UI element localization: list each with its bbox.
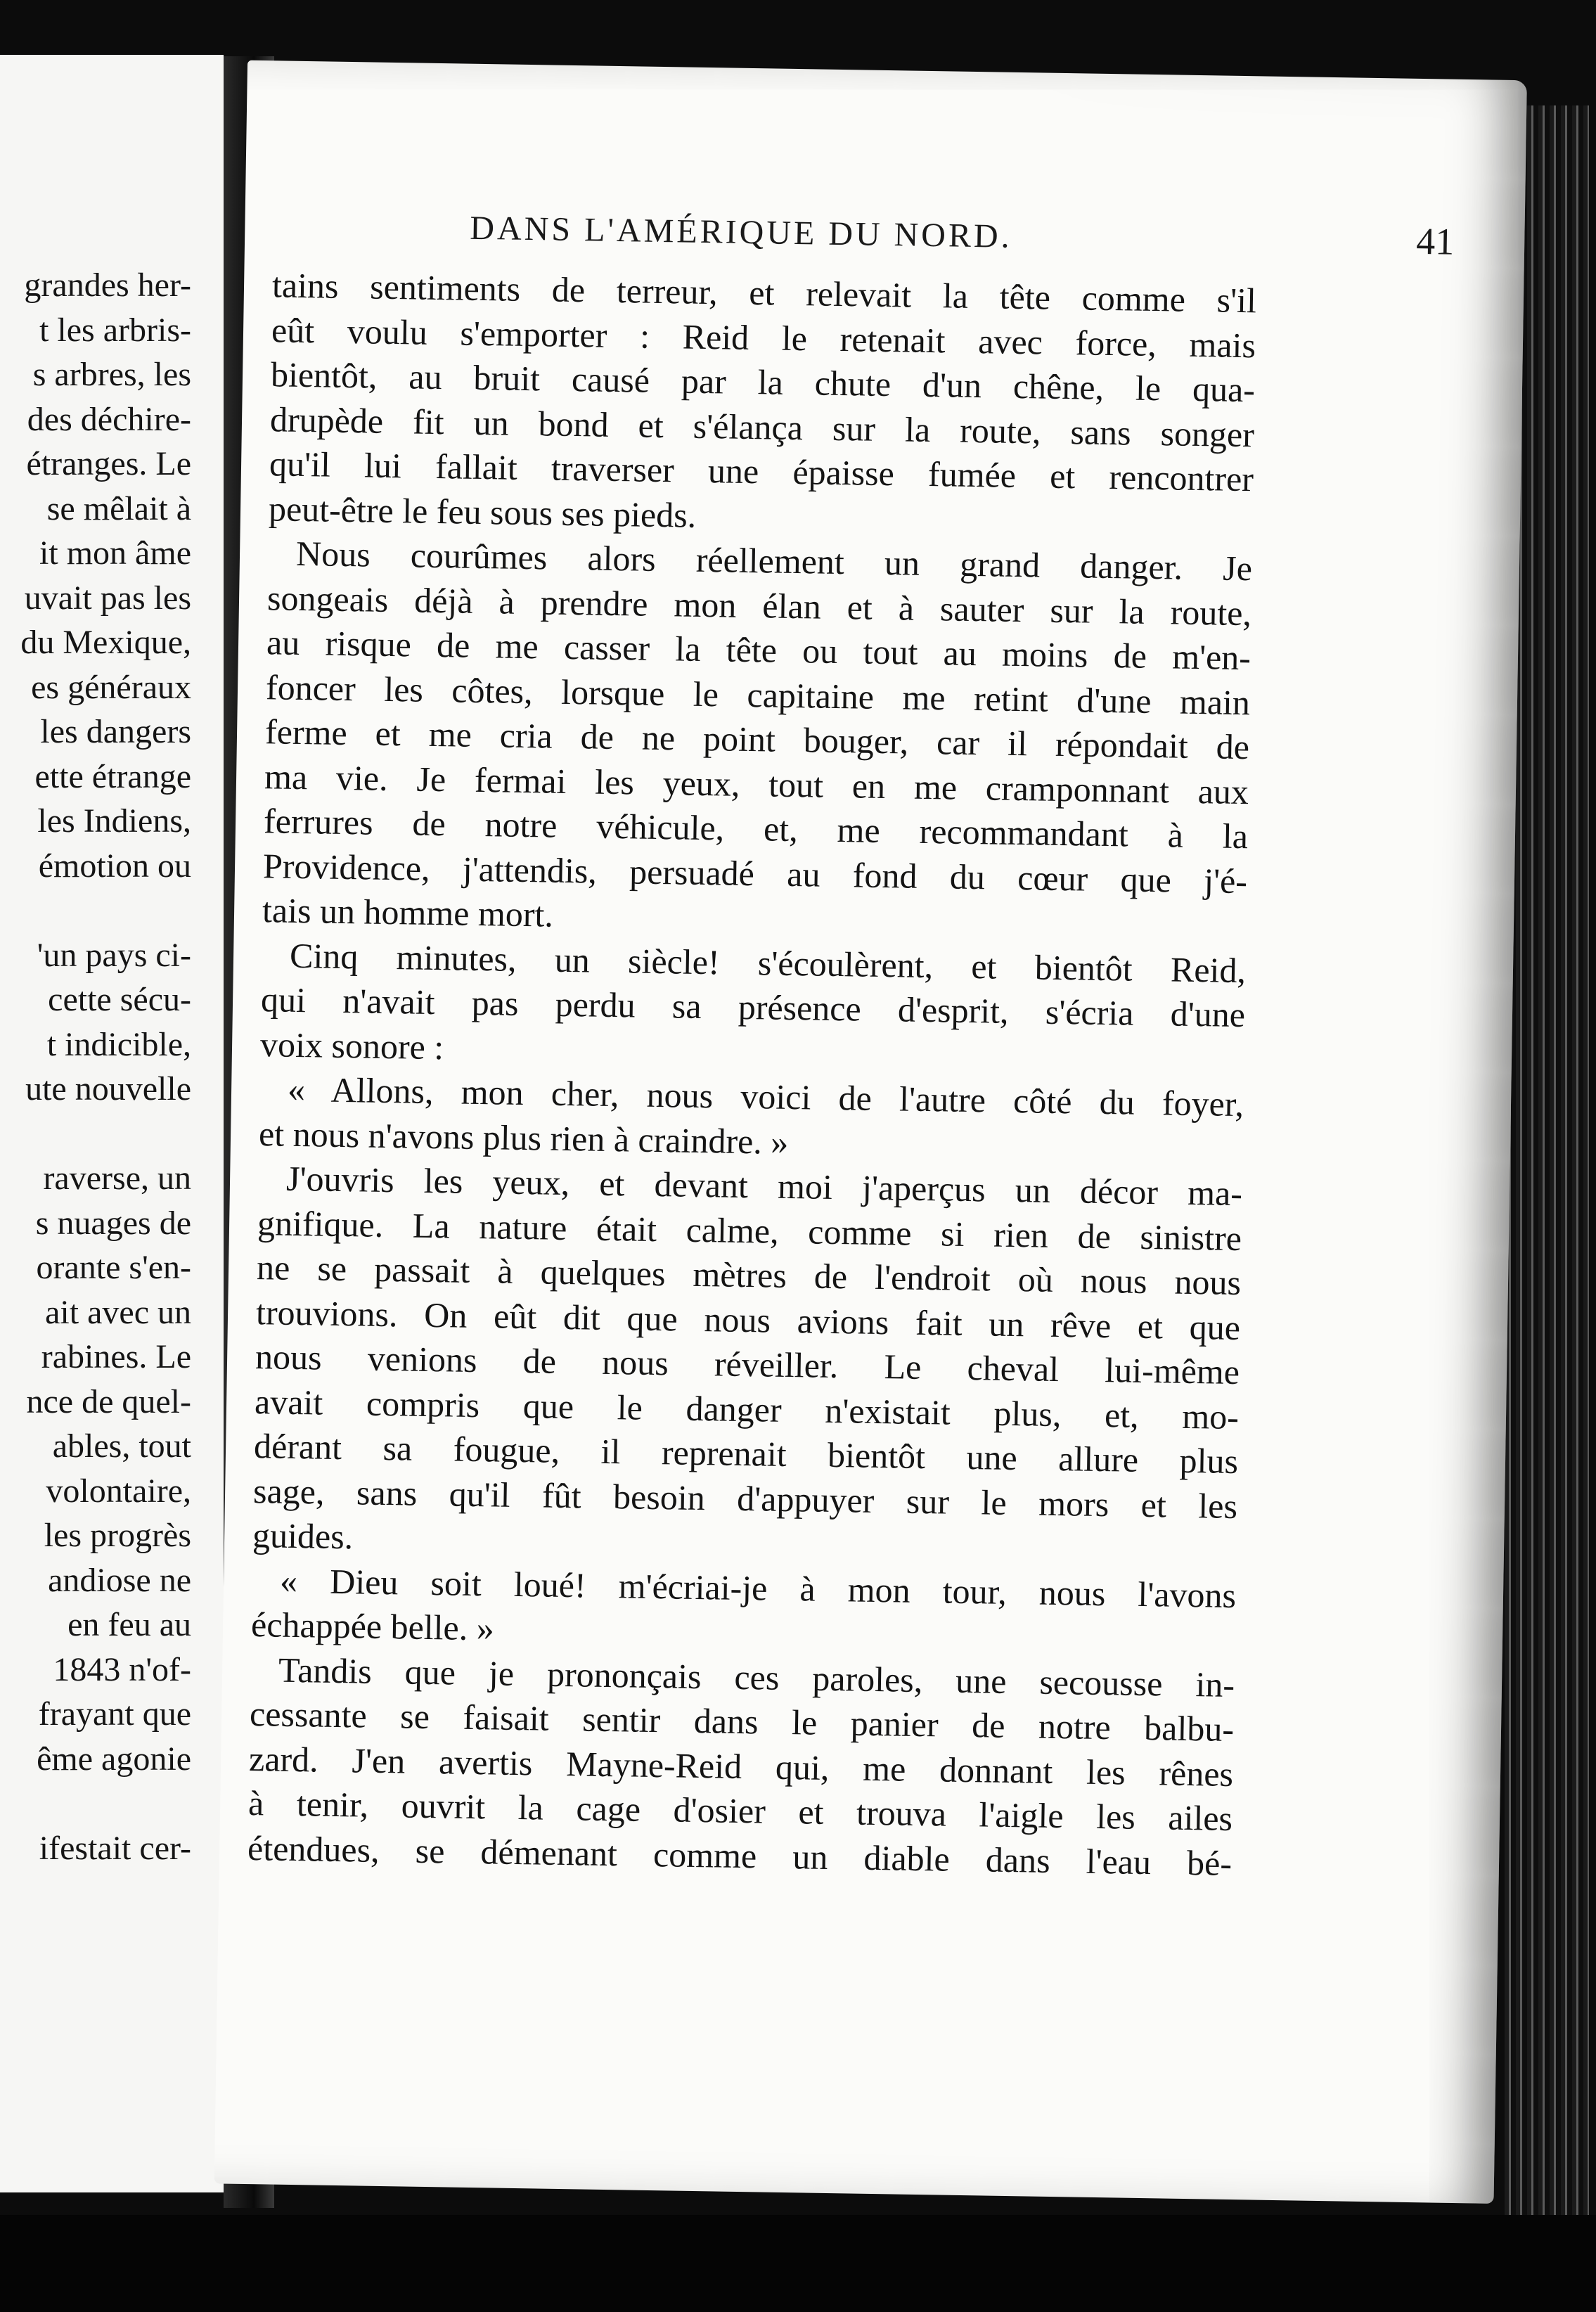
text-line: voix sonore :: [259, 1024, 444, 1067]
text-line: ma vie. Je fermai les yeux, tout en me cramponnant aux: [264, 756, 1249, 811]
text-line: avait compris que le danger n'existait plus, et, mo-: [254, 1381, 1240, 1437]
text-line: Providence, j'attendis, persuadé au fond du cœur que j'é-: [262, 845, 1248, 901]
left-page-line: émotion ou: [38, 847, 191, 885]
left-page-line: 1843 n'of-: [53, 1650, 191, 1688]
running-head: [470, 205, 1455, 264]
running-title: DANS L'AMÉRIQUE DU NORD.: [469, 209, 1013, 255]
text-line: sage, sans qu'il fût besoin d'appuyer sur le mors et les: [252, 1470, 1238, 1526]
text-line: qui n'avait pas perdu sa présence d'esprit, s'écria d'une: [260, 980, 1246, 1035]
text-line: « Dieu soit loué! m'écriai-je à mon tour, nous l'avons: [279, 1560, 1237, 1615]
left-page-line: grandes her-: [24, 266, 191, 304]
left-page-line: t indicible,: [46, 1025, 191, 1063]
text-line: au risque de me casser la tête ou tout au moins de m'en-: [266, 622, 1251, 678]
left-page-line: es généraux: [31, 668, 191, 706]
left-page-line: des déchire-: [27, 400, 191, 438]
text-line: tains sentiments de terreur, et relevait la tête comme s'il: [271, 265, 1257, 321]
left-page-fragment: [0, 55, 224, 2192]
text-line: ne se passait à quelques mètres de l'endroit où nous nous: [256, 1247, 1242, 1303]
text-line: eût voulu s'emporter : Reid le retenait avec force, mais: [271, 309, 1256, 365]
left-page-line: nce de quel-: [26, 1382, 191, 1420]
left-page-line: raverse, un: [43, 1160, 191, 1197]
text-line: à tenir, ouvrit la cage d'osier et trouva l'aigle les ailes: [247, 1783, 1233, 1839]
text-line: J'ouvris les yeux, et devant moi j'aperçus un décor ma-: [285, 1158, 1243, 1214]
text-line: Nous courûmes alors réellement un grand danger. Je: [295, 533, 1253, 589]
text-line: qu'il lui fallait traverser une épaisse fumée et rencontrer: [269, 444, 1254, 499]
left-page-line: andiose ne: [48, 1561, 191, 1599]
left-page-line: du Mexique,: [20, 624, 191, 661]
text-line: ferme et me cria de ne point bouger, car il répondait de: [264, 712, 1250, 767]
text-line: trouvions. On eût dit que nous avions fait un rêve et que: [255, 1292, 1241, 1347]
left-page-line: ait avec un: [45, 1293, 191, 1331]
left-page-line: cette sécu-: [48, 981, 191, 1018]
text-line: ferrures de notre véhicule, et, me recommandant à la: [263, 801, 1249, 856]
left-page-line: ette étrange: [34, 757, 191, 795]
text-line: gnifique. La nature était calme, comme si rien de sinistre: [257, 1202, 1242, 1258]
text-line: étendues, se démenant comme un diable dans l'eau bé-: [247, 1828, 1233, 1883]
text-line: bientôt, au bruit causé par la chute d'un chêne, le qua-: [270, 354, 1256, 410]
text-line: songeais déjà à prendre mon élan et à sauter sur la route,: [266, 577, 1252, 633]
left-page-line: s arbres, les: [32, 356, 191, 393]
left-page-line: uvait pas les: [24, 579, 191, 617]
left-page-line: volontaire,: [46, 1472, 191, 1510]
text-line: Tandis que je prononçais ces paroles, une secousse in-: [278, 1650, 1235, 1704]
text-line: échappée belle. »: [250, 1605, 495, 1648]
text-line: tais un homme mort.: [262, 890, 554, 935]
left-page-line: les Indiens,: [37, 802, 191, 840]
left-page-line: t les arbris-: [39, 311, 191, 349]
body-text: [247, 264, 1257, 1883]
left-page-line: it mon âme: [39, 534, 191, 572]
left-page-line: ifestait cer-: [39, 1829, 191, 1867]
right-page: [214, 60, 1527, 2204]
left-page-line: en feu au: [67, 1606, 191, 1643]
text-line: peut-être le feu sous ses pieds.: [268, 488, 697, 535]
left-page-line: s nuages de: [35, 1204, 191, 1242]
text-line: nous venions de nous réveiller. Le cheval lui-même: [255, 1337, 1240, 1392]
scan-border: [0, 2215, 1596, 2312]
text-line: dérant sa fougue, il reprenait bientôt une allure plus: [253, 1426, 1239, 1482]
left-page-line: ême agonie: [37, 1740, 191, 1778]
text-line: « Allons, mon cher, nous voici de l'autre côté du foyer,: [287, 1069, 1244, 1124]
left-page-line: les progrès: [44, 1517, 191, 1554]
text-line: cessante se faisait sentir dans le panier de notre balbu-: [249, 1694, 1235, 1749]
text-line: drupède fit un bond et s'élança sur la route, sans songer: [269, 399, 1255, 454]
left-page-line: ute nouvelle: [25, 1070, 191, 1107]
left-page-line: étranges. Le: [26, 445, 191, 482]
text-line: et nous n'avons plus rien à craindre. »: [258, 1113, 789, 1162]
left-page-line: 'un pays ci-: [37, 936, 191, 974]
text-line: guides.: [252, 1515, 354, 1557]
text-line: zard. J'en avertis Mayne-Reid qui, me donnant les rênes: [248, 1738, 1234, 1794]
text-line: Cinq minutes, un siècle! s'écoulèrent, et bientôt Reid,: [289, 935, 1247, 990]
left-page-line: orante s'en-: [36, 1249, 191, 1286]
left-page-line: se mêlait à: [46, 489, 191, 527]
left-page-line: ables, tout: [52, 1427, 191, 1465]
page-number: 41: [1415, 219, 1455, 263]
text-line: foncer les côtes, lorsque le capitaine me retint d'une main: [265, 667, 1251, 722]
left-page-line: frayant que: [38, 1695, 191, 1733]
left-page-line: rabines. Le: [41, 1338, 191, 1375]
left-page-line: les dangers: [40, 713, 191, 750]
